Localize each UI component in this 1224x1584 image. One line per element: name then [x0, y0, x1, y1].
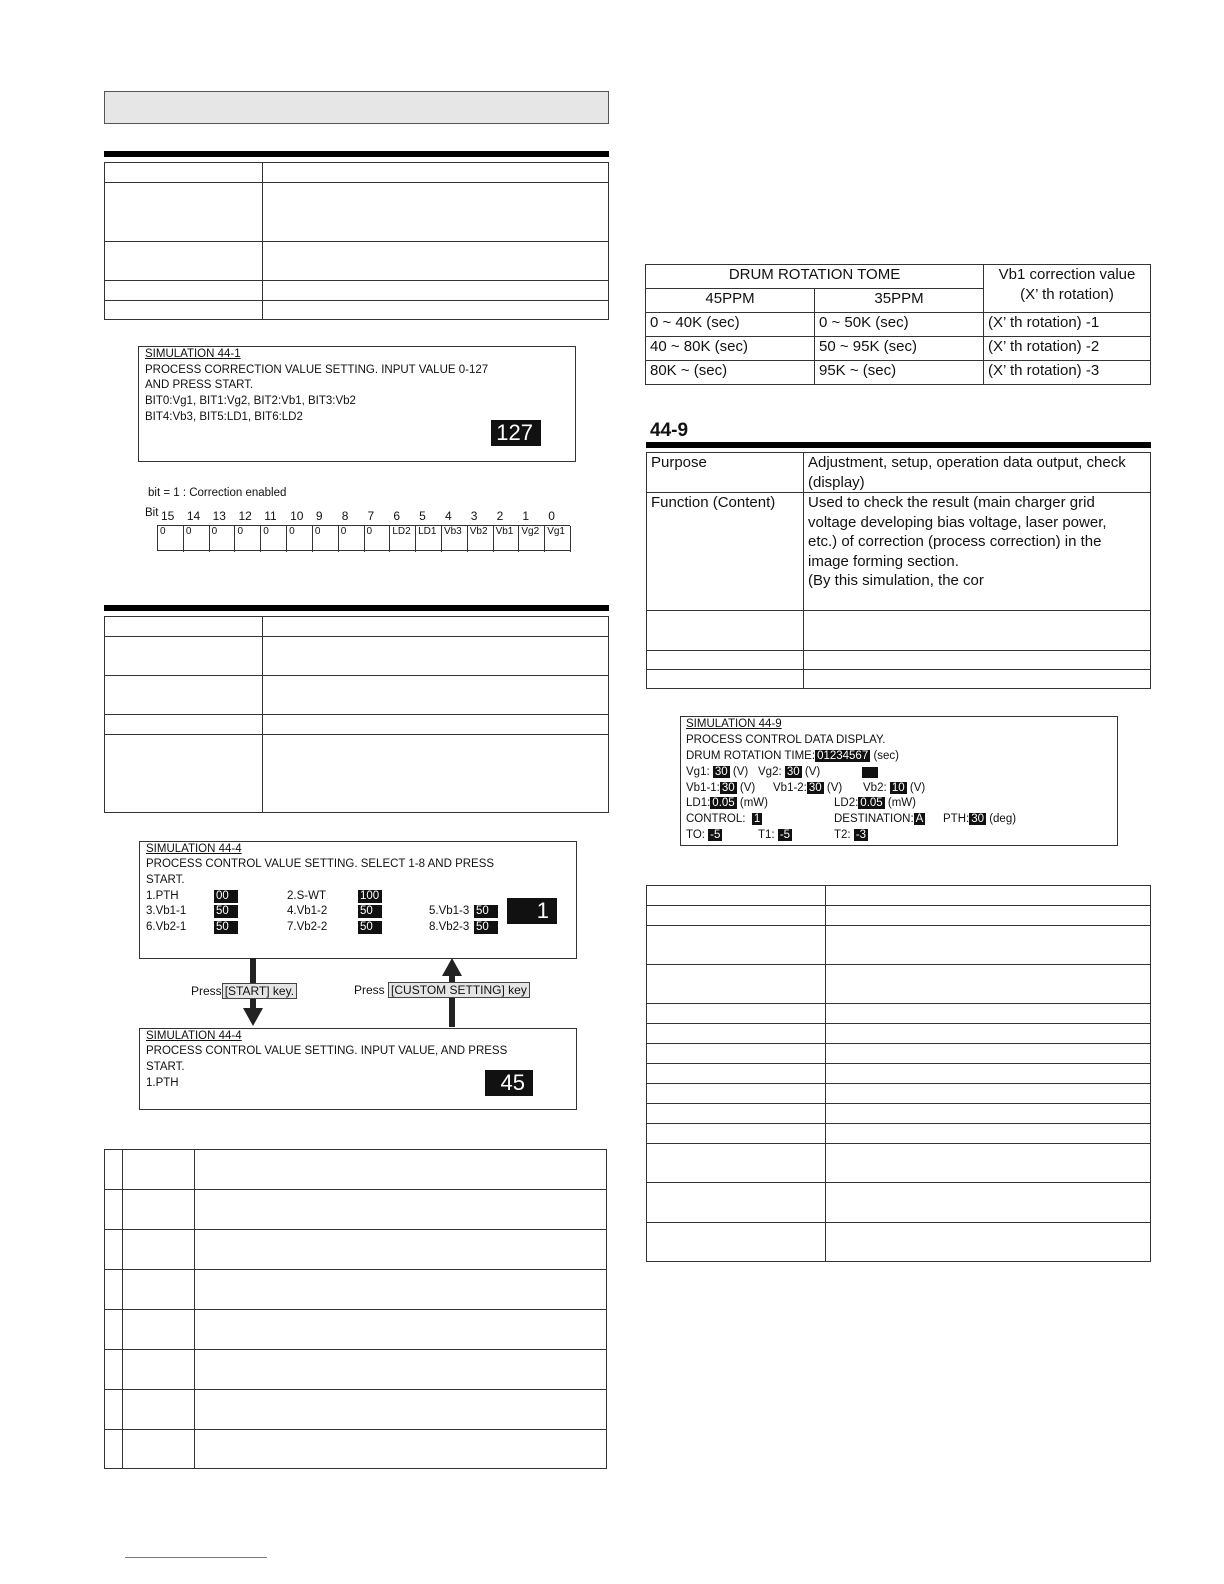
section-rule-2 [104, 605, 609, 611]
vb2-row [863, 781, 925, 797]
sim44-4-line: 1.PTH [146, 1077, 179, 1089]
bit-value-cell: 0 [158, 526, 184, 552]
control-row [686, 812, 762, 828]
sim44-4-line: PROCESS CONTROL VALUE SETTING. INPUT VALUE, AND PRESS [146, 1045, 508, 1057]
menu-item-label: 7.Vb2-2 [287, 921, 328, 933]
vb2-label: Vb2: [863, 782, 887, 794]
t1-row [758, 828, 792, 844]
bit-number: 10 [290, 509, 304, 523]
bit-value-cell: LD1 [416, 526, 442, 552]
bit-number: 12 [238, 509, 252, 523]
table-cell: 0 ~ 50K (sec) [815, 313, 984, 337]
menu-item-value: 00 [214, 890, 238, 903]
purpose-line: Adjustment, setup, operation data output, check [808, 454, 1126, 471]
ld2-row [834, 796, 916, 812]
vb1-correction-header-line: (X’ th rotation) [1020, 285, 1114, 303]
table-cell: 80K ~ (sec) [646, 361, 815, 385]
drum-rotation-table [645, 264, 1151, 385]
unit-label: (sec) [873, 750, 899, 762]
control-value: 1 [753, 813, 761, 825]
sim44-1-line: BIT4:Vb3, BIT5:LD1, BIT6:LD2 [145, 411, 303, 423]
sim44-4-line: PROCESS CONTROL VALUE SETTING. SELECT 1-8 AND PRESS [146, 858, 495, 870]
sim44-1-line: BIT0:Vg1, BIT1:Vg2, BIT2:Vb1, BIT3:Vb2 [145, 395, 356, 407]
ld1-row [686, 796, 768, 812]
empty-table-4 [646, 885, 1151, 1262]
table-cell: 50 ~ 95K (sec) [815, 337, 984, 361]
bit-number: 2 [496, 509, 504, 523]
bit-value-row [157, 525, 570, 551]
menu-item-label: 2.S-WT [287, 890, 326, 902]
press-custom-instruction [354, 983, 530, 997]
sim44-4-line: START. [146, 1061, 185, 1073]
unit-label: (mW) [739, 797, 768, 809]
vb1-correction-header-line: Vb1 correction value [998, 266, 1136, 283]
bit-number: 7 [367, 509, 375, 523]
vb1-1-label: Vb1-1: [686, 782, 720, 794]
destination-value: A [915, 813, 924, 825]
unit-label: (V) [909, 782, 926, 794]
menu-item-label: 5.Vb1-3 [429, 905, 470, 917]
table-cell: (X’ th rotation) -1 [984, 313, 1151, 337]
sim44-4-title: SIMULATION 44-4 [146, 843, 242, 855]
vg2-value: 30 [786, 766, 800, 778]
drum-time-label: DRUM ROTATION TIME: [686, 750, 816, 762]
sim44-9-screen [680, 716, 1118, 846]
bit-number: 15 [161, 509, 175, 523]
ld1-value: 0.05 [712, 797, 735, 809]
bit-number: 9 [315, 509, 323, 523]
bit-value-cell: 0 [365, 526, 391, 552]
bit-value-cell: LD2 [390, 526, 416, 552]
press-start-instruction [191, 984, 297, 998]
bit-value-cell: 0 [313, 526, 339, 552]
sim44-9-info-table [646, 452, 1151, 689]
vb1-2-label: Vb1-2: [773, 782, 807, 794]
control-label: CONTROL: [686, 813, 746, 825]
t2-label: T2: [834, 829, 851, 841]
bit-number: 6 [393, 509, 400, 523]
bit-number: 5 [419, 509, 426, 523]
sim44-4-line: START. [146, 874, 185, 886]
table-cell: (X’ th rotation) -2 [984, 337, 1151, 361]
sim44-9-title: SIMULATION 44-9 [686, 718, 782, 730]
vb1-2-value: 30 [808, 782, 822, 794]
bit-number: 14 [186, 509, 201, 523]
to-label: TO: [686, 829, 705, 841]
ppm45-header: 45PPM [646, 289, 815, 313]
function-line: voltage developing bias voltage, laser power, [808, 513, 1107, 531]
empty-table-2 [104, 616, 609, 813]
function-line: etc.) of correction (process correction) in the [808, 533, 1102, 550]
function-line: Used to check the result (main charger grid [808, 494, 1095, 511]
selected-item-value: 1 [507, 898, 557, 924]
purpose-label: Purpose [647, 453, 804, 493]
press-label: Press [354, 983, 385, 997]
drum-rotation-time-row [686, 749, 899, 765]
menu-item-label: 8.Vb2-3 [429, 921, 470, 933]
start-key: [START] key. [222, 983, 297, 999]
blank-indicator [862, 767, 878, 778]
sim44-1-value: 127 [491, 420, 541, 446]
bit-value-cell: 0 [287, 526, 313, 552]
ld2-label: LD2: [834, 797, 859, 809]
menu-item-label: 3.Vb1-1 [146, 905, 187, 917]
ld2-value: 0.05 [860, 797, 883, 809]
t2-row [834, 828, 868, 844]
t2-value: -3 [855, 829, 867, 841]
bit-note: bit = 1 : Correction enabled [148, 487, 287, 499]
sim44-1-title: SIMULATION 44-1 [145, 348, 241, 360]
table-cell: 0 ~ 40K (sec) [646, 313, 815, 337]
vb1-1-value: 30 [721, 782, 735, 794]
destination-label: DESTINATION: [834, 813, 914, 825]
vg1-value: 30 [714, 766, 728, 778]
bit-value-cell: Vb3 [442, 526, 468, 552]
bit-number: 1 [522, 509, 530, 523]
bit-number: 8 [341, 509, 349, 523]
pth-label: PTH: [943, 813, 970, 825]
bit-number: 13 [212, 509, 226, 523]
vg2-label: Vg2: [758, 766, 782, 778]
bit-value-cell: Vb1 [494, 526, 520, 552]
empty-table-1 [104, 162, 609, 320]
unit-label: (deg) [989, 813, 1017, 825]
vb1-correction-header [984, 265, 1151, 313]
bit-value-cell: Vb2 [468, 526, 494, 552]
vg1-label: Vg1: [686, 766, 710, 778]
sim44-4-title: SIMULATION 44-4 [146, 1030, 242, 1042]
bit-value-cell: 0 [339, 526, 365, 552]
vb1-2-row [773, 781, 842, 797]
pth-value: 30 [971, 813, 984, 825]
unit-label: (mW) [887, 797, 916, 809]
t1-value: -5 [779, 829, 791, 841]
destination-row [834, 812, 925, 828]
ppm35-header: 35PPM [815, 289, 984, 313]
bit-number: 11 [264, 509, 277, 523]
menu-item-value: 100 [358, 890, 382, 903]
arrow-down-icon [243, 1008, 263, 1026]
bit-value-cell: Vg2 [519, 526, 545, 552]
bit-value-cell: Vg1 [545, 526, 571, 552]
menu-item-value: 50 [358, 921, 382, 934]
vb2-value: 10 [891, 782, 905, 794]
bit-number: 3 [470, 509, 478, 523]
function-value [804, 493, 1151, 611]
bit-label: Bit [145, 507, 159, 519]
empty-table-3 [104, 1149, 607, 1469]
ld1-label: LD1: [686, 797, 711, 809]
menu-item-label: 1.PTH [146, 890, 179, 902]
bit-number: 0 [548, 509, 555, 523]
bit-value-cell: 0 [261, 526, 287, 552]
vg1-row [686, 765, 748, 781]
t1-label: T1: [758, 829, 775, 841]
vb1-1-row [686, 781, 755, 797]
bit-number-row [157, 509, 570, 523]
footer-link-underline [125, 1557, 267, 1558]
menu-item-value: 50 [214, 921, 238, 934]
sim44-9-line: PROCESS CONTROL DATA DISPLAY. [686, 734, 886, 746]
function-label: Function (Content) [647, 493, 804, 611]
arrow-up-icon [442, 958, 462, 976]
menu-item-value: 50 [474, 921, 498, 934]
table-cell: 40 ~ 80K (sec) [646, 337, 815, 361]
input-value: 45 [485, 1070, 533, 1096]
menu-item-label: 4.Vb1-2 [287, 905, 328, 917]
vg2-row [758, 765, 820, 781]
menu-item-value: 50 [474, 905, 498, 918]
function-line: image forming section. [808, 552, 959, 570]
section-rule-3 [646, 442, 1151, 448]
bit-value-cell: 0 [235, 526, 261, 552]
press-label: Press [191, 984, 222, 998]
sim44-1-line: AND PRESS START. [145, 379, 254, 391]
sim44-4-select-screen [139, 841, 577, 959]
custom-setting-key: [CUSTOM SETTING] key [388, 982, 530, 998]
sim44-1-screen [138, 346, 576, 462]
table-cell: (X’ th rotation) -3 [984, 361, 1151, 385]
menu-item-value: 50 [214, 905, 238, 918]
bit-number: 4 [444, 509, 452, 523]
drum-rotation-header: DRUM ROTATION TOME [646, 265, 984, 289]
unit-label: (V) [732, 766, 749, 778]
sim44-1-line: PROCESS CORRECTION VALUE SETTING. INPUT VALUE 0-127 [145, 364, 489, 376]
to-row [686, 828, 722, 844]
purpose-value [804, 453, 1151, 493]
function-line: (By this simulation, the cor [808, 572, 984, 589]
menu-item-value: 50 [358, 905, 382, 918]
purpose-line: (display) [808, 473, 865, 491]
bit-value-cell: 0 [184, 526, 210, 552]
unit-label: (V) [804, 766, 821, 778]
menu-item-label: 6.Vb2-1 [146, 921, 187, 933]
section-rule-1 [104, 151, 609, 157]
header-bar [104, 91, 609, 124]
drum-time-value: 01234567 [817, 750, 869, 762]
pth-row [943, 812, 1016, 828]
unit-label: (V) [826, 782, 843, 794]
to-value: -5 [710, 829, 721, 841]
table-cell: 95K ~ (sec) [815, 361, 984, 385]
section-heading-44-9: 44-9 [650, 420, 689, 441]
bit-value-cell: 0 [210, 526, 236, 552]
sim44-4-input-screen [139, 1028, 577, 1110]
unit-label: (V) [739, 782, 756, 794]
